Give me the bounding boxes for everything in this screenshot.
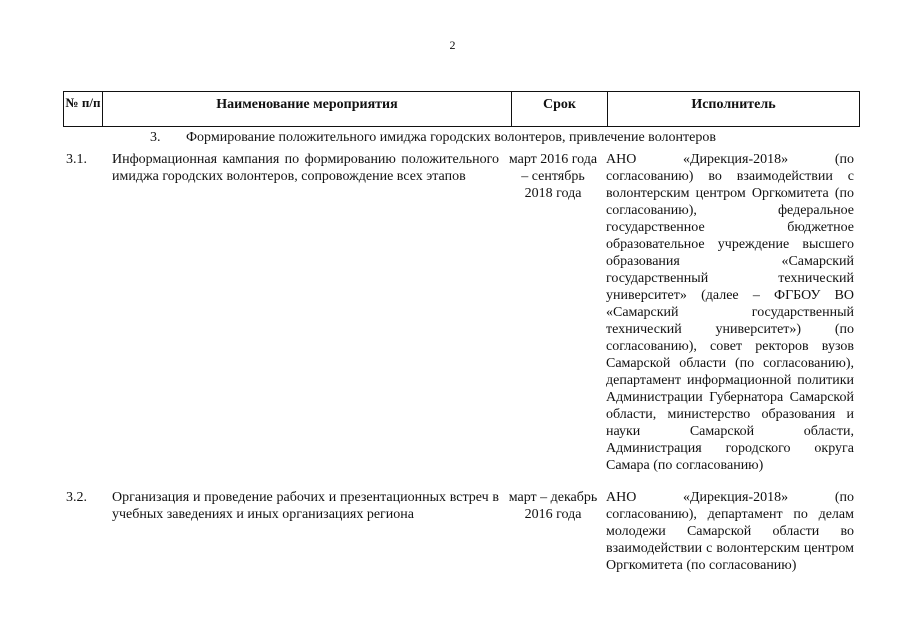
header-term: Срок (512, 92, 608, 127)
row-executor: АНО «Дирекция-2018» (по согласованию), департамент по делам молодежи Самарской области во взаимодействии с волонтерским центром Оргкомитета (по согласованию) (606, 490, 854, 573)
section-title-text: Формирование положительного имиджа городских волонтеров, привлечение волонтеров (186, 130, 716, 145)
header-num: № п/п (64, 92, 103, 127)
row-term: март 2016 года – сентябрь 2018 года (508, 152, 598, 201)
row-term: март – декабрь 2016 года (508, 490, 598, 522)
row-executor: АНО «Дирекция-2018» (по согласованию) во взаимодействии с волонтерским центром Оргкомитета (по согласованию), федеральное государственное бюджетное образовательное учреждение высшего образования «Самарский государственный технический университет» (далее – ФГБОУ ВО «Самарский государственный технический университет») (по согласованию), совет ректоров вузов Самарской области (по согласованию), департамент информационной политики Администрации Губернатора Самарской области, министерство образования и науки Самарской области, Администрация городского округа Самара (по согласованию) (606, 152, 854, 473)
header-name: Наименование мероприятия (103, 92, 512, 127)
header-executor: Исполнитель (608, 92, 860, 127)
section-title (150, 130, 716, 146)
row-activity-name: Информационная кампания по формированию положительного имиджа городских волонтеров, сопровождение всех этапов (112, 152, 499, 184)
section-number: 3. (150, 130, 161, 145)
table-header (63, 91, 860, 127)
row-activity-name: Организация и проведение рабочих и презентационных встреч в учебных заведениях и иных организациях региона (112, 490, 499, 522)
row-number: 3.2. (66, 490, 87, 505)
row-number: 3.1. (66, 152, 87, 167)
page-number: 2 (449, 38, 456, 52)
